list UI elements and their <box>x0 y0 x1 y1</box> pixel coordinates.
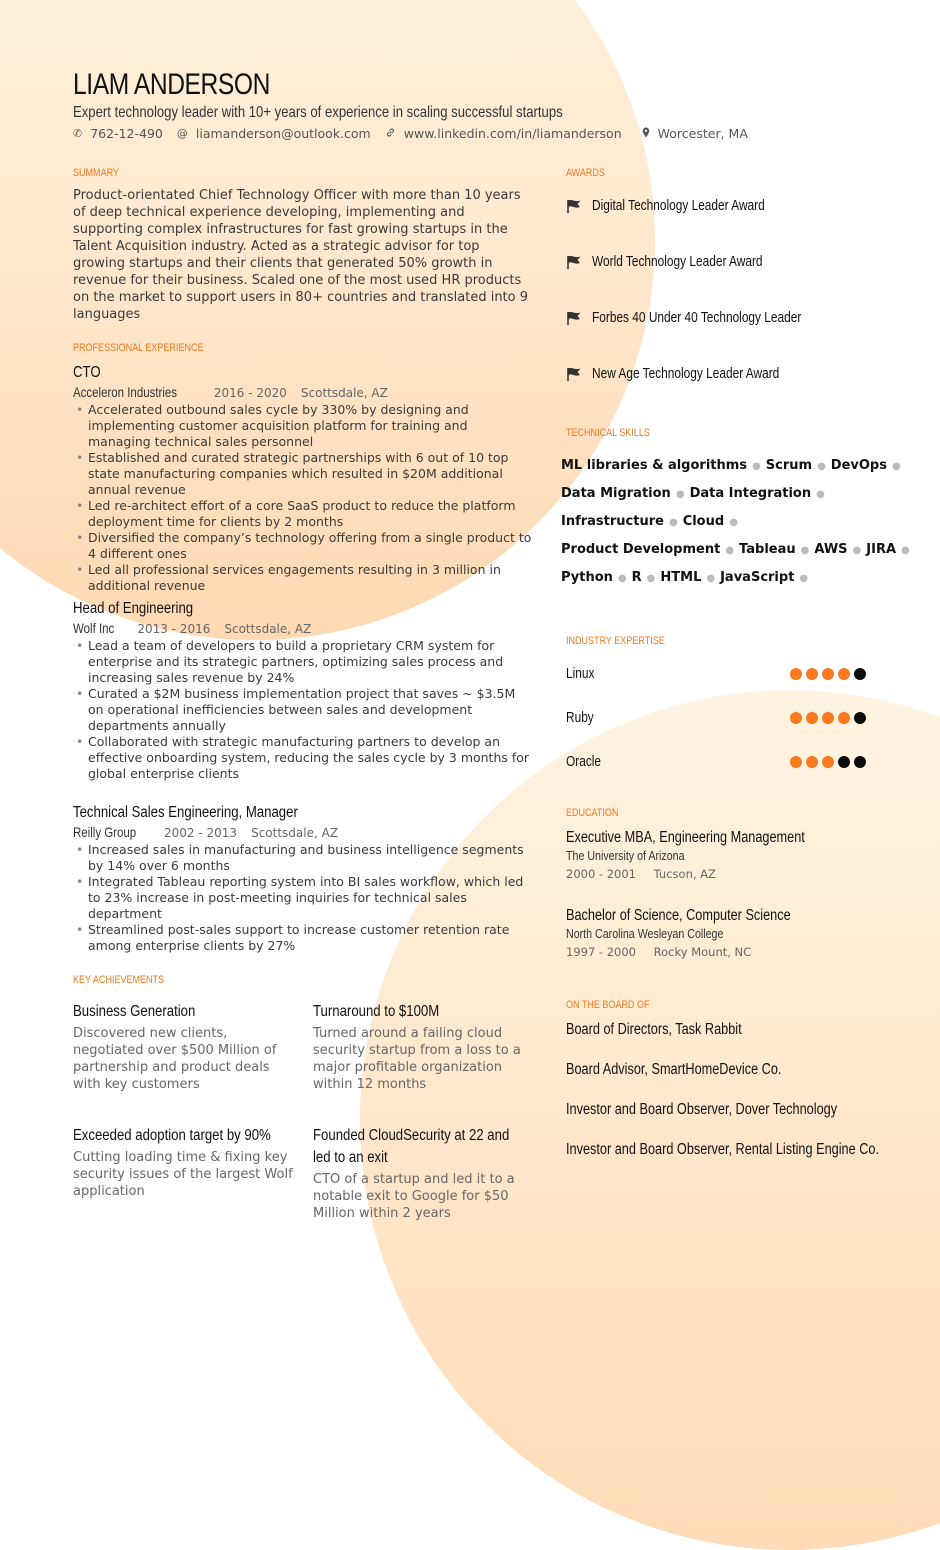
degree: Bachelor of Science, Computer Science <box>566 907 791 924</box>
tagline: Expert technology leader with 10+ years of experience in scaling successful startups <box>73 104 563 121</box>
rating-dot-filled <box>822 668 834 680</box>
job-title: CTO <box>73 364 101 381</box>
skills-row <box>561 458 901 486</box>
school: The University of Arizona <box>566 848 685 863</box>
job-bullet: • Increased sales in manufacturing and business intelligence segments by 14% over 6 months <box>73 842 533 874</box>
skill-tag: Data Migration <box>561 486 671 501</box>
rating-dot-empty <box>854 756 866 768</box>
education-dates: 1997 - 2000 <box>566 945 636 959</box>
job-entry <box>73 364 533 594</box>
skill-tag: Scrum <box>765 458 813 473</box>
rating-dot-filled <box>806 756 818 768</box>
skill-tag: Product Development <box>561 542 721 557</box>
skill-tag: ML libraries & algorithms <box>561 458 748 473</box>
board-item: Board of Directors, Task Rabbit <box>566 1021 742 1038</box>
rating-dot-filled <box>838 668 850 680</box>
skill-tag: HTML <box>660 570 702 585</box>
job-bullet: • Integrated Tableau reporting system into BI sales workflow, which led to 23% increase in post-meeting inquiries for technical sales department <box>73 874 533 922</box>
separator-dot: ● <box>901 545 910 556</box>
rating-dots <box>790 668 866 680</box>
award-item <box>566 198 803 214</box>
award-label: Forbes 40 Under 40 Technology Leader <box>592 310 802 326</box>
degree: Executive MBA, Engineering Management <box>566 829 805 846</box>
board-item: Board Advisor, SmartHomeDevice Co. <box>566 1061 782 1078</box>
expertise-label: Ruby <box>566 710 594 726</box>
linkedin-value[interactable]: www.linkedin.com/in/liamanderson <box>403 126 622 141</box>
contact-linkedin[interactable] <box>385 126 622 141</box>
candidate-name: LIAM ANDERSON <box>73 68 270 101</box>
skill-tag: JIRA <box>866 542 897 557</box>
skill-tag: R <box>631 570 642 585</box>
expertise-label: Oracle <box>566 754 602 770</box>
contact-phone <box>73 126 163 141</box>
summary-heading: SUMMARY <box>73 167 119 179</box>
job-company: Reilly Group <box>73 824 137 840</box>
job-bullet: • Led all professional services engagements resulting in 3 million in additional revenue <box>73 562 533 594</box>
location-value: Worcester, MA <box>657 126 748 141</box>
flag-icon <box>566 255 582 269</box>
contact-email[interactable] <box>177 126 371 141</box>
achievement-title: Founded CloudSecurity at 22 and led to an exit <box>313 1127 510 1166</box>
expertise-item <box>566 710 866 726</box>
phone-value: 762-12-490 <box>90 126 163 141</box>
job-title: Head of Engineering <box>73 600 194 617</box>
separator-dot: ● <box>729 517 738 528</box>
achievement-item <box>313 1125 533 1222</box>
job-company: Wolf Inc <box>73 620 115 636</box>
job-bullet: • Led re-architect effort of a core SaaS product to reduce the platform deployment time for clients by 2 months <box>73 498 533 530</box>
job-bullet: • Streamlined post-sales support to increase customer retention rate among enterprise clients by 27% <box>73 922 533 954</box>
skill-tag: Tableau <box>739 542 796 557</box>
job-bullets <box>73 842 533 954</box>
skills-row <box>561 486 891 514</box>
skill-tag: Python <box>561 570 613 585</box>
summary-text: Product-orientated Chief Technology Officer with more than 10 years of deep technical experience developing, implementing and supporting complex infrastructures for fast growing startups in the Talent Acquisition industry. Acted as a strategic advisor for top growing startups and their clients that generated 50% growth in revenue for their business. Scaled one of the most used HR products on the market to support users in 80+ countries and translated into 9 languages <box>73 188 529 322</box>
awards-heading: AWARDS <box>566 167 605 179</box>
achievement-item <box>73 1125 293 1200</box>
separator-dot: ● <box>646 573 656 584</box>
achievement-item <box>313 1001 533 1093</box>
separator-dot: ● <box>800 545 810 556</box>
board-heading: ON THE BOARD OF <box>566 999 650 1011</box>
separator-dot: ● <box>675 489 685 500</box>
flag-icon <box>566 367 582 381</box>
separator-dot: ● <box>752 461 761 472</box>
award-item <box>566 310 847 326</box>
education-meta <box>566 945 840 959</box>
rating-dot-empty <box>854 668 866 680</box>
contact-bar <box>73 126 762 141</box>
contact-location <box>642 126 748 141</box>
experience-heading: PROFESSIONAL EXPERIENCE <box>73 342 204 354</box>
rating-dot-filled <box>822 712 834 724</box>
job-company: Acceleron Industries <box>73 384 178 400</box>
expertise-label: Linux <box>566 666 595 682</box>
skills-heading: TECHNICAL SKILLS <box>566 427 650 439</box>
achievement-title: Exceeded adoption target by 90% <box>73 1127 271 1144</box>
board-item: Investor and Board Observer, Dover Technology <box>566 1101 838 1118</box>
skills-list <box>561 458 910 598</box>
achievement-desc: CTO of a startup and led it to a notable exit to Google for $50 Million within 2 years <box>313 1172 515 1221</box>
education-meta <box>566 867 857 881</box>
rating-dot-empty <box>854 712 866 724</box>
board-item: Investor and Board Observer, Rental Listing Engine Co. <box>566 1141 879 1158</box>
skills-row <box>561 514 891 542</box>
rating-dot-filled <box>806 712 818 724</box>
separator-dot: ● <box>799 573 809 584</box>
education-dates: 2000 - 2001 <box>566 867 636 881</box>
separator-dot: ● <box>816 489 825 500</box>
achievement-desc: Discovered new clients, negotiated over $500 Million of partnership and product deals with key customers <box>73 1026 277 1092</box>
link-icon <box>385 127 396 141</box>
job-entry <box>73 600 533 782</box>
education-item <box>566 829 857 881</box>
expertise-item <box>566 666 866 682</box>
award-label: World Technology Leader Award <box>592 254 763 270</box>
email-value[interactable]: liamanderson@outlook.com <box>195 126 371 141</box>
rating-dot-filled <box>790 668 802 680</box>
job-dates: 2016 - 2020 <box>213 386 287 400</box>
education-item <box>566 907 840 959</box>
job-location: Scottsdale, AZ <box>251 826 339 840</box>
school: North Carolina Wesleyan College <box>566 926 724 941</box>
job-bullet: • Established and curated strategic partnerships with 6 out of 10 top state manufacturing companies which resulted in $20M additional annual revenue <box>73 450 533 498</box>
job-dates: 2013 - 2016 <box>137 622 211 636</box>
rating-dot-empty <box>838 756 850 768</box>
separator-dot: ● <box>852 545 862 556</box>
award-item <box>566 254 800 270</box>
skills-row <box>561 542 910 570</box>
job-entry <box>73 804 533 954</box>
expertise-heading: INDUSTRY EXPERTISE <box>566 635 665 647</box>
skills-row <box>561 570 891 598</box>
rating-dots <box>790 756 866 768</box>
separator-dot: ● <box>891 461 901 472</box>
job-bullets <box>73 402 533 594</box>
job-title: Technical Sales Engineering, Manager <box>73 804 298 821</box>
expertise-item <box>566 754 866 770</box>
rating-dot-filled <box>790 756 802 768</box>
job-location: Scottsdale, AZ <box>300 386 388 400</box>
education-heading: EDUCATION <box>566 807 619 819</box>
job-location: Scottsdale, AZ <box>224 622 312 636</box>
education-location: Tucson, AZ <box>653 867 716 881</box>
achievement-item <box>73 1001 293 1093</box>
at-icon: @ <box>176 127 188 140</box>
job-bullets <box>73 638 533 782</box>
job-bullet: • Diversified the company’s technology offering from a single product to 4 different ones <box>73 530 533 562</box>
job-dates: 2002 - 2013 <box>164 826 238 840</box>
award-label: Digital Technology Leader Award <box>592 198 765 214</box>
achievement-title: Business Generation <box>73 1003 196 1020</box>
flag-icon <box>566 199 582 213</box>
flag-icon <box>566 311 582 325</box>
job-bullet: • Lead a team of developers to build a proprietary CRM system for enterprise and its strategic partners, optimizing sales process and increasing sales revenue by 24% <box>73 638 533 686</box>
skill-tag: Cloud <box>682 514 725 529</box>
skill-tag: Data Integration <box>689 486 812 501</box>
separator-dot: ● <box>706 573 716 584</box>
skill-tag: JavaScript <box>720 570 795 585</box>
job-meta <box>73 824 533 840</box>
job-bullet: • Curated a $2M business implementation project that saves ~ $3.5M on operational inefficiencies between sales and development departments annually <box>73 686 533 734</box>
rating-dot-filled <box>838 712 850 724</box>
achievement-title: Turnaround to $100M <box>313 1003 440 1020</box>
rating-dot-filled <box>806 668 818 680</box>
job-bullet: • Collaborated with strategic manufacturing partners to develop an effective onboarding system, reducing the sales cycle by 3 months for global enterprise clients <box>73 734 533 782</box>
separator-dot: ● <box>617 573 627 584</box>
education-location: Rocky Mount, NC <box>653 945 752 959</box>
rating-dot-filled <box>790 712 802 724</box>
job-bullet: • Accelerated outbound sales cycle by 330% by designing and implementing customer acquisition platform for training and managing technical sales personnel <box>73 402 533 450</box>
skill-tag: Infrastructure <box>561 514 664 529</box>
separator-dot: ● <box>725 545 735 556</box>
skill-tag: AWS <box>814 542 848 557</box>
skill-tag: DevOps <box>830 458 887 473</box>
separator-dot: ● <box>668 517 678 528</box>
job-meta <box>73 620 533 636</box>
achievement-desc: Turned around a failing cloud security startup from a loss to a major profitable organization within 12 months <box>313 1026 521 1092</box>
award-item <box>566 366 820 382</box>
achievements-heading: KEY ACHIEVEMENTS <box>73 974 165 986</box>
location-pin-icon <box>642 127 650 141</box>
rating-dots <box>790 712 866 724</box>
job-meta <box>73 384 533 400</box>
separator-dot: ● <box>817 461 826 472</box>
achievement-desc: Cutting loading time & fixing key security issues of the largest Wolf application <box>73 1150 293 1199</box>
award-label: New Age Technology Leader Award <box>592 366 780 382</box>
phone-icon: ✆ <box>73 127 83 140</box>
rating-dot-filled <box>822 756 834 768</box>
